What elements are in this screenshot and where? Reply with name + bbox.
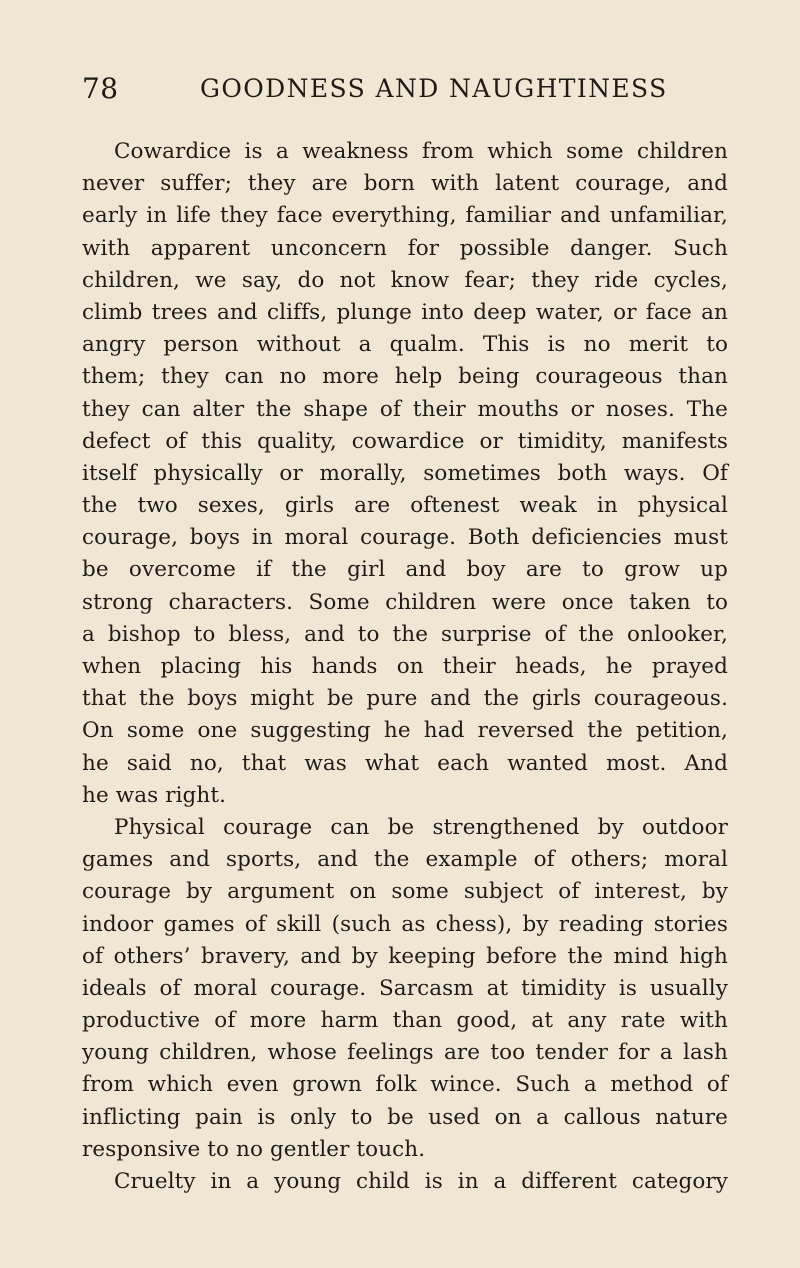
text-line: children, we say, do not know fear; they ride cycles, (82, 267, 728, 293)
body-text (82, 136, 728, 1198)
text-line: be overcome if the girl and boy are to grow up (82, 557, 728, 583)
page-header (82, 70, 728, 114)
text-line: productive of more harm than good, at any rate with (82, 1008, 728, 1034)
text-line: courage by argument on some subject of interest, by (82, 879, 728, 905)
text-line: indoor games of skill (such as chess), by reading stories (82, 911, 728, 937)
text-line: never suffer; they are born with latent courage, and (82, 171, 728, 197)
text-line: ideals of moral courage. Sarcasm at timidity is usually (82, 975, 728, 1001)
text-line: Cowardice is a weakness from which some children (114, 139, 728, 164)
text-line: the two sexes, girls are oftenest weak in physical (82, 493, 728, 519)
text-line: he was right. (82, 782, 227, 808)
text-line: early in life they face everything, familiar and unfamiliar, (82, 203, 728, 229)
text-line: he said no, that was what each wanted most. And (82, 750, 728, 776)
text-line: Cruelty in a young child is in a different category (114, 1169, 728, 1194)
text-line: inflicting pain is only to be used on a callous nature (82, 1104, 728, 1130)
text-line: climb trees and cliffs, plunge into deep water, or face an (82, 299, 728, 325)
text-line: them; they can no more help being courageous than (82, 364, 728, 390)
text-line: strong characters. Some children were once taken to (82, 589, 728, 615)
text-line: of others’ bravery, and by keeping before the mind high (82, 943, 728, 969)
text-line: from which even grown folk wince. Such a method of (82, 1072, 728, 1098)
text-line: when placing his hands on their heads, he prayed (82, 654, 728, 679)
text-line: games and sports, and the example of others; moral (82, 847, 728, 873)
page-number: 78 (82, 72, 119, 105)
text-line: that the boys might be pure and the girls courageous. (82, 686, 728, 712)
text-line: courage, boys in moral courage. Both deficiencies must (82, 525, 728, 551)
text-line: defect of this quality, cowardice or timidity, manifests (82, 428, 728, 454)
text-line: angry person without a qualm. This is no merit to (82, 332, 728, 358)
running-head: GOODNESS AND NAUGHTINESS (200, 74, 668, 103)
text-line: On some one suggesting he had reversed the petition, (82, 718, 728, 744)
text-line: itself physically or morally, sometimes both ways. Of (82, 460, 728, 486)
text-line: young children, whose feelings are too tender for a lash (82, 1040, 728, 1066)
text-line: with apparent unconcern for possible danger. Such (82, 235, 728, 261)
text-line: Physical courage can be strengthened by outdoor (114, 814, 728, 840)
text-line: responsive to no gentler touch. (82, 1136, 426, 1162)
text-line: a bishop to bless, and to the surprise of the onlooker, (82, 621, 728, 647)
text-line: they can alter the shape of their mouths or noses. The (82, 396, 728, 422)
